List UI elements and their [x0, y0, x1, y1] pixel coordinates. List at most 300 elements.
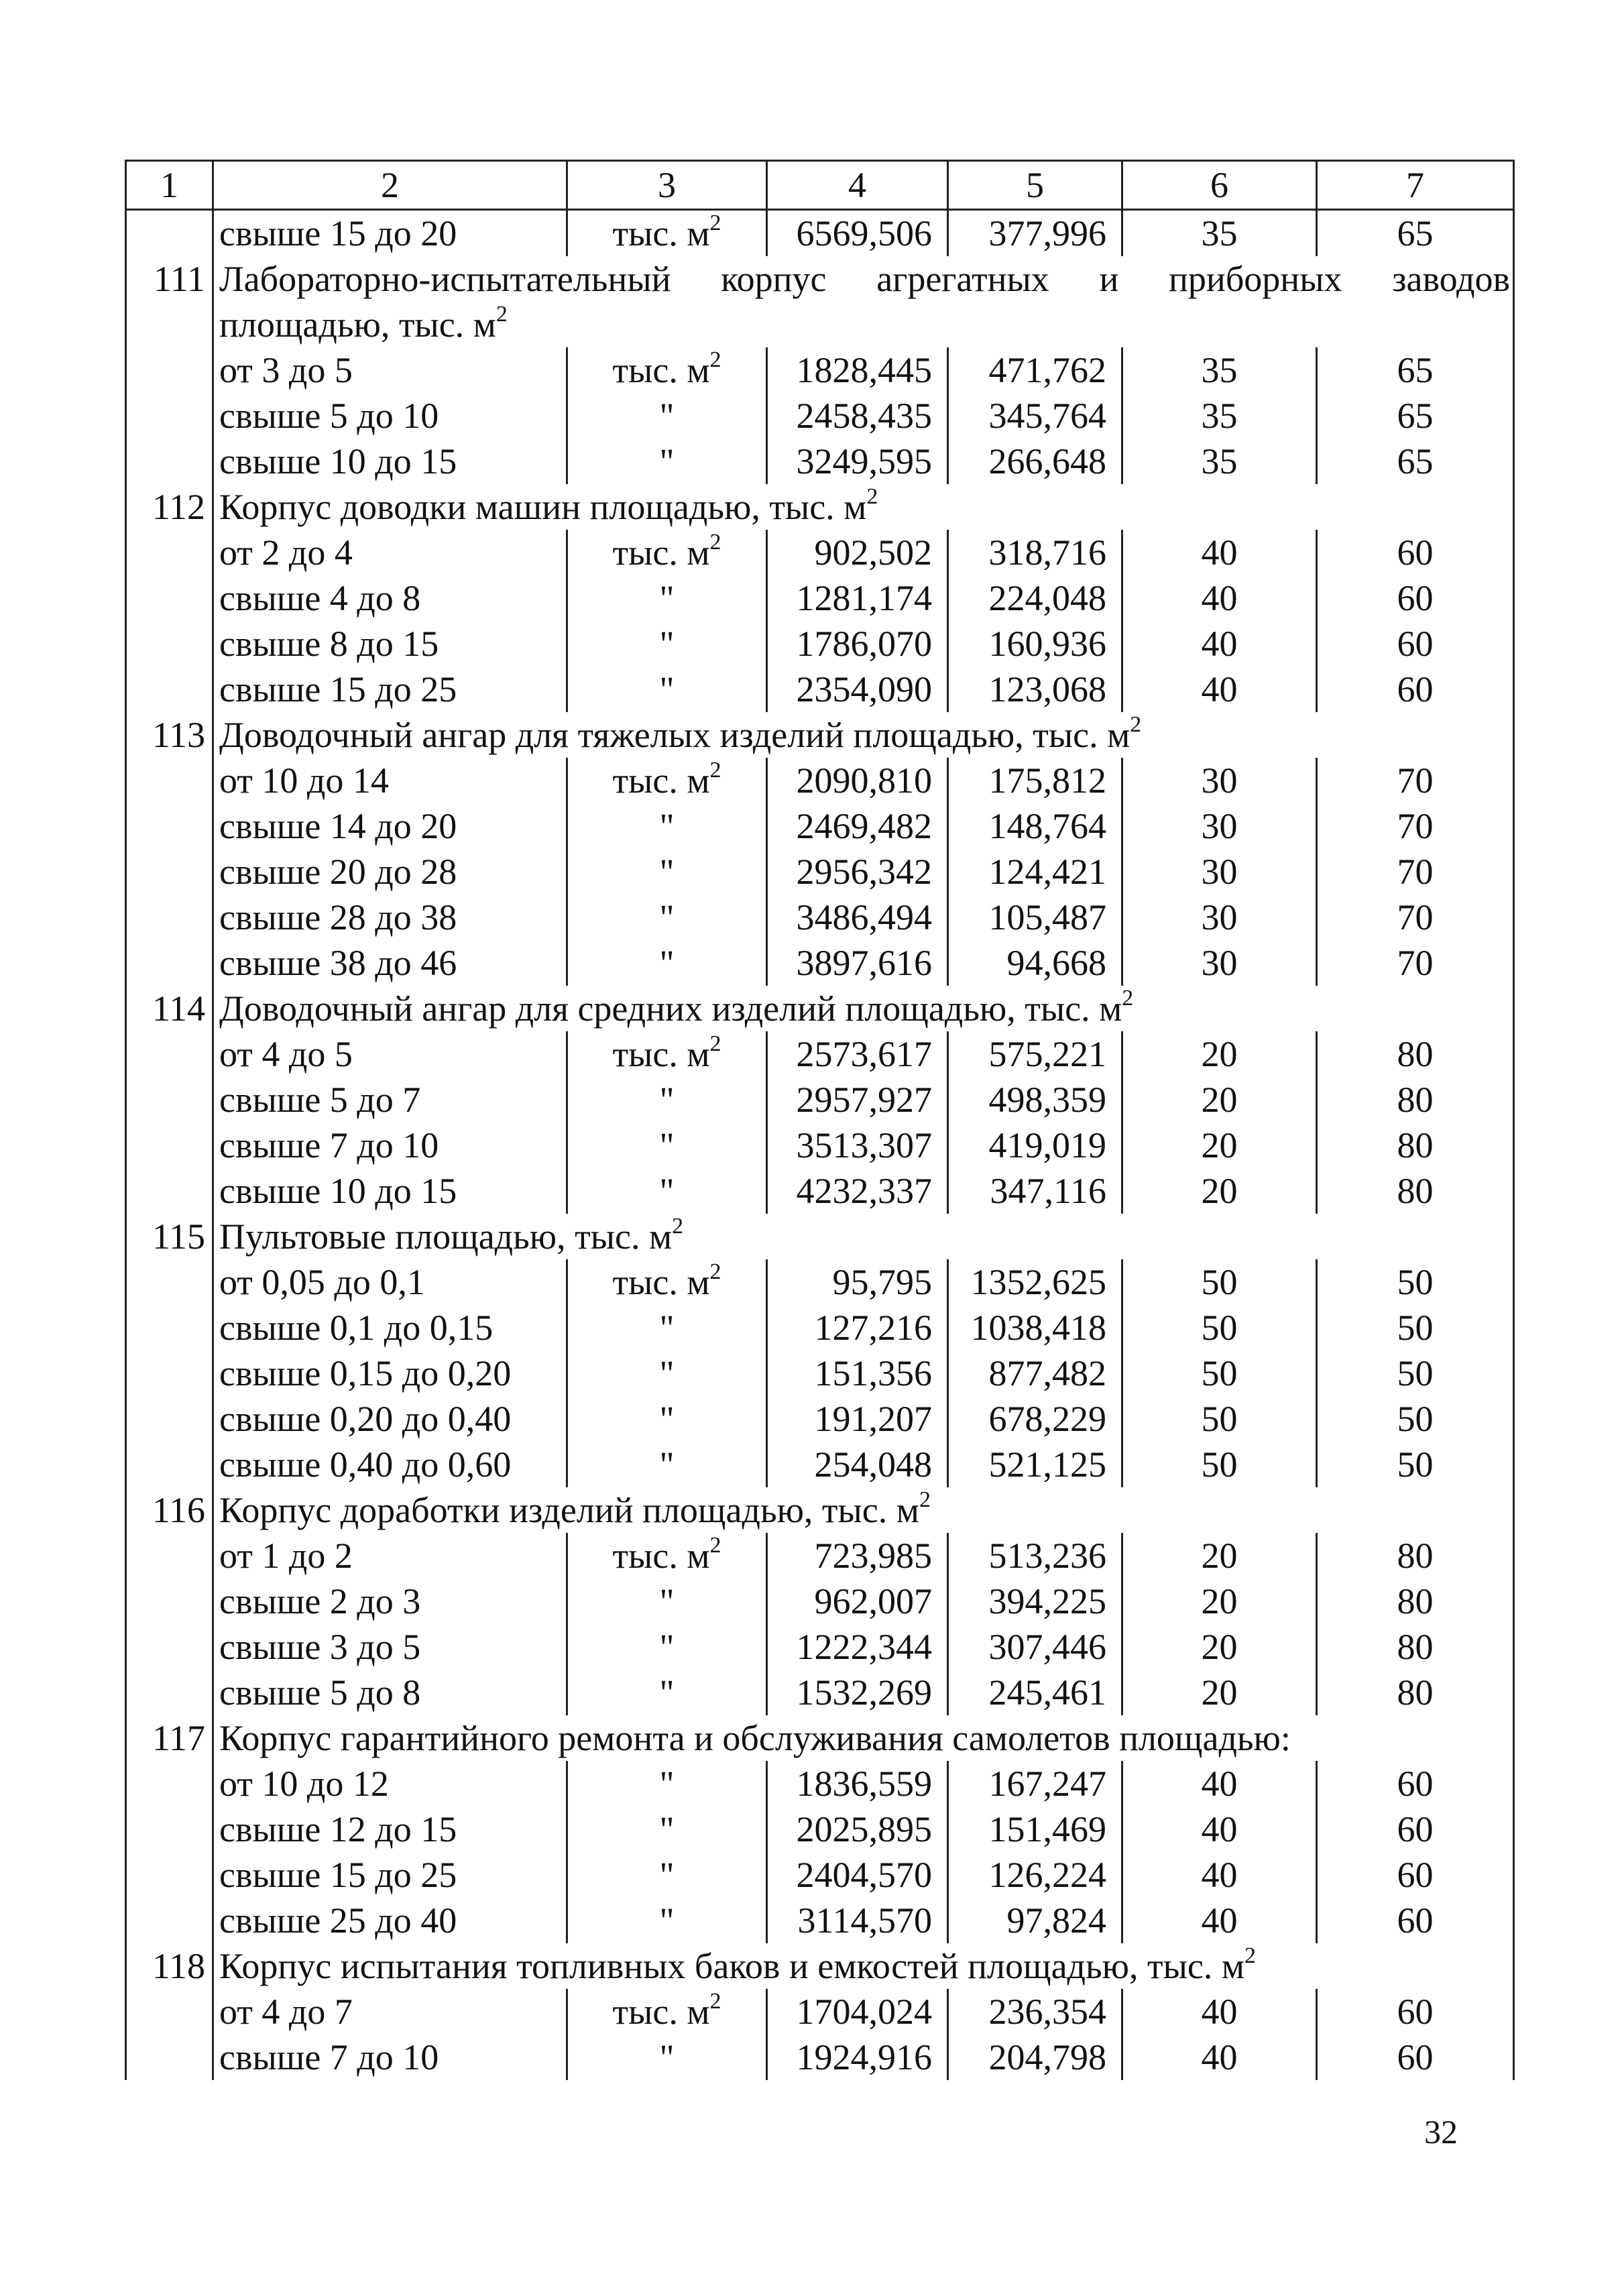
value-col5-text: 245,461: [988, 1672, 1106, 1713]
superscript-2: 2: [866, 484, 878, 509]
item-number: [126, 1259, 213, 1305]
value-col6: [1122, 1351, 1317, 1396]
value-col6-text: 35: [1201, 396, 1238, 436]
section-title-text: Пультовые площадью, тыс. м: [219, 1216, 673, 1257]
value-col7: [1317, 1259, 1514, 1305]
value-col7: [1317, 758, 1514, 803]
value-col4: [767, 1578, 948, 1624]
table-row: [126, 2034, 1514, 2080]
item-number-text: 114: [152, 988, 205, 1029]
value-col6-text: 40: [1201, 2037, 1238, 2077]
item-number: [126, 1533, 213, 1578]
item-number-text: 115: [152, 1216, 205, 1257]
range-cell-text: свыше 15 до 20: [219, 213, 457, 253]
value-col7: [1317, 575, 1514, 621]
value-col6: [1122, 621, 1317, 667]
item-number: [126, 1487, 213, 1533]
range-cell: [213, 1761, 567, 1806]
range-cell: [213, 667, 567, 712]
value-col7: [1317, 849, 1514, 895]
value-col4-text: 902,502: [814, 532, 932, 573]
item-number: [126, 758, 213, 803]
unit-cell: [567, 1761, 767, 1806]
value-col4-text: 191,207: [814, 1399, 932, 1439]
range-cell: [213, 439, 567, 484]
unit-cell: [567, 1578, 767, 1624]
value-col6-text: 20: [1201, 1581, 1238, 1621]
unit-cell: [567, 393, 767, 439]
range-cell: [213, 1806, 567, 1852]
value-col5-text: 394,225: [988, 1581, 1106, 1621]
value-col5-text: 148,764: [988, 806, 1106, 846]
value-col7: [1317, 530, 1514, 575]
range-cell-text: от 10 до 12: [219, 1764, 389, 1804]
value-col6-text: 35: [1201, 213, 1238, 253]
table-row: [126, 1761, 1514, 1806]
unit-cell: [567, 1624, 767, 1670]
unit-cell: [567, 347, 767, 393]
range-cell-text: от 1 до 2: [219, 1536, 353, 1576]
value-col5: [948, 1442, 1122, 1487]
value-col6: [1122, 940, 1317, 986]
value-col7-text: 50: [1397, 1399, 1434, 1439]
unit-cell-text: ": [659, 1080, 675, 1120]
section-title: [213, 302, 1514, 347]
range-cell-text: свыше 7 до 10: [219, 2037, 439, 2077]
value-col5: [948, 1305, 1122, 1351]
item-number: [126, 1670, 213, 1715]
value-col7-text: 80: [1397, 1034, 1434, 1074]
unit-cell: [567, 2034, 767, 2080]
page-sheet: [125, 160, 1513, 2077]
value-col7-text: 70: [1397, 897, 1434, 937]
section-title-text: площадью, тыс. м: [219, 304, 496, 345]
value-col7-text: 80: [1397, 1627, 1434, 1667]
value-col4-text: 2469,482: [796, 806, 932, 846]
superscript-2: 2: [709, 1259, 721, 1284]
value-col4: [767, 1442, 948, 1487]
value-col7: [1317, 1077, 1514, 1123]
value-col7: [1317, 1533, 1514, 1578]
unit-cell: [567, 849, 767, 895]
table-row: [126, 393, 1514, 439]
unit-cell-text: ": [659, 396, 675, 436]
range-cell: [213, 849, 567, 895]
value-col4: [767, 895, 948, 940]
superscript-2: 2: [709, 758, 721, 783]
value-col6-text: 40: [1201, 1764, 1238, 1804]
value-col4-text: 2956,342: [796, 852, 932, 892]
value-col5: [948, 1761, 1122, 1806]
item-number: [126, 1624, 213, 1670]
superscript-2: 2: [919, 1487, 931, 1512]
header-cell: 5: [948, 161, 1122, 210]
value-col6: [1122, 758, 1317, 803]
value-col7: [1317, 1396, 1514, 1442]
value-col5: [948, 895, 1122, 940]
unit-cell-text: ": [659, 2037, 675, 2077]
unit-cell-text: тыс. м: [612, 1992, 710, 2032]
value-col6-text: 40: [1201, 578, 1238, 618]
range-cell: [213, 621, 567, 667]
item-number: [126, 1806, 213, 1852]
value-col6-text: 20: [1201, 1034, 1238, 1074]
value-col4-text: 3114,570: [797, 1900, 932, 1941]
value-col4-text: 1828,445: [796, 350, 932, 390]
header-cell: 1: [126, 161, 213, 210]
unit-cell-text: ": [659, 943, 675, 983]
value-col7: [1317, 347, 1514, 393]
section-title-text: Корпус доводки машин площадью, тыс. м: [219, 487, 867, 527]
item-number: [126, 1351, 213, 1396]
value-col5: [948, 1123, 1122, 1168]
item-number: [126, 393, 213, 439]
section-title: [213, 484, 1514, 530]
value-col5: [948, 758, 1122, 803]
range-cell: [213, 1031, 567, 1077]
value-col7: [1317, 940, 1514, 986]
range-cell-text: свыше 4 до 8: [219, 578, 421, 618]
unit-cell: [567, 439, 767, 484]
unit-cell-text: ": [659, 1444, 675, 1485]
table-row: [126, 1898, 1514, 1943]
value-col6: [1122, 347, 1317, 393]
unit-cell: [567, 1898, 767, 1943]
value-col7-text: 60: [1397, 1764, 1434, 1804]
value-col6: [1122, 1806, 1317, 1852]
value-col5-text: 266,648: [988, 441, 1106, 481]
value-col5-text: 124,421: [988, 852, 1106, 892]
range-cell-text: от 3 до 5: [219, 350, 353, 390]
item-number: [126, 1077, 213, 1123]
unit-cell-text: ": [659, 624, 675, 664]
value-col5: [948, 439, 1122, 484]
range-cell-text: свыше 20 до 28: [219, 852, 457, 892]
section-title: [213, 1715, 1514, 1761]
value-col5-text: 678,229: [988, 1399, 1106, 1439]
value-col5: [948, 575, 1122, 621]
value-col4: [767, 803, 948, 849]
item-number: [126, 621, 213, 667]
cost-table: [125, 160, 1515, 2080]
value-col7-text: 65: [1397, 350, 1434, 390]
value-col4-text: 2573,617: [796, 1034, 932, 1074]
unit-cell: [567, 575, 767, 621]
section-title: [213, 986, 1514, 1031]
value-col7-text: 70: [1397, 852, 1434, 892]
table-row: [126, 1305, 1514, 1351]
value-col4-text: 2090,810: [796, 760, 932, 801]
range-cell-text: свыше 12 до 15: [219, 1809, 457, 1849]
value-col5: [948, 849, 1122, 895]
value-col4: [767, 1533, 948, 1578]
value-col5-text: 513,236: [988, 1536, 1106, 1576]
range-cell: [213, 895, 567, 940]
value-col4: [767, 1031, 948, 1077]
value-col5-text: 1038,418: [970, 1308, 1106, 1348]
range-cell-text: свыше 14 до 20: [219, 806, 457, 846]
value-col6: [1122, 1533, 1317, 1578]
value-col7: [1317, 1351, 1514, 1396]
item-number: [126, 1031, 213, 1077]
value-col7: [1317, 1578, 1514, 1624]
value-col6-text: 40: [1201, 532, 1238, 573]
section-title-row: [126, 712, 1514, 758]
item-number: [126, 530, 213, 575]
value-col4: [767, 621, 948, 667]
value-col7: [1317, 1031, 1514, 1077]
unit-cell-text: ": [659, 1171, 675, 1211]
unit-cell-text: тыс. м: [612, 350, 710, 390]
item-number: [126, 575, 213, 621]
table-row: [126, 1077, 1514, 1123]
value-col6-text: 35: [1201, 350, 1238, 390]
value-col5-text: 224,048: [988, 578, 1106, 618]
value-col7-text: 60: [1397, 1809, 1434, 1849]
unit-cell-text: тыс. м: [612, 1034, 710, 1074]
value-col5-text: 347,116: [990, 1171, 1106, 1211]
superscript-2: 2: [1130, 712, 1142, 737]
range-cell-text: свыше 0,40 до 0,60: [219, 1444, 512, 1485]
value-col5: [948, 530, 1122, 575]
value-col6: [1122, 1442, 1317, 1487]
value-col4: [767, 1989, 948, 2034]
unit-cell: [567, 1123, 767, 1168]
section-title-row: [126, 484, 1514, 530]
value-col7-text: 70: [1397, 760, 1434, 801]
value-col7-text: 80: [1397, 1171, 1434, 1211]
unit-cell: [567, 1396, 767, 1442]
item-number: [126, 1761, 213, 1806]
table-row: [126, 1396, 1514, 1442]
superscript-2: 2: [672, 1214, 684, 1239]
value-col6-text: 50: [1201, 1353, 1238, 1393]
range-cell: [213, 1259, 567, 1305]
section-title-row: [126, 1487, 1514, 1533]
value-col4: [767, 1852, 948, 1898]
item-number-text: 113: [152, 715, 205, 755]
value-col5: [948, 1533, 1122, 1578]
value-col4: [767, 1123, 948, 1168]
section-title-text: Корпус испытания топливных баков и емкостей площадью, тыс. м: [219, 1946, 1245, 1986]
value-col7: [1317, 1670, 1514, 1715]
unit-cell: [567, 1989, 767, 2034]
value-col7-text: 80: [1397, 1672, 1434, 1713]
unit-cell-text: ": [659, 669, 675, 709]
item-number: [126, 1943, 213, 1989]
item-number: [126, 302, 213, 347]
value-col6-text: 30: [1201, 897, 1238, 937]
value-col5: [948, 1898, 1122, 1943]
value-col7: [1317, 2034, 1514, 2080]
value-col6: [1122, 1031, 1317, 1077]
table-row: [126, 1123, 1514, 1168]
header-cell: 6: [1122, 161, 1317, 210]
range-cell: [213, 758, 567, 803]
range-cell-text: свыше 5 до 8: [219, 1672, 421, 1713]
range-cell: [213, 530, 567, 575]
range-cell: [213, 1168, 567, 1214]
item-number: [126, 1442, 213, 1487]
item-number: [126, 1168, 213, 1214]
value-col7: [1317, 439, 1514, 484]
value-col5: [948, 940, 1122, 986]
range-cell-text: свыше 10 до 15: [219, 441, 457, 481]
value-col4-text: 1222,344: [796, 1627, 932, 1667]
value-col7-text: 70: [1397, 806, 1434, 846]
value-col6-text: 50: [1201, 1262, 1238, 1302]
unit-cell: [567, 667, 767, 712]
range-cell: [213, 210, 567, 257]
value-col4: [767, 1077, 948, 1123]
value-col6: [1122, 439, 1317, 484]
value-col4: [767, 393, 948, 439]
superscript-2: 2: [709, 211, 721, 235]
value-col7-text: 65: [1397, 396, 1434, 436]
range-cell: [213, 347, 567, 393]
unit-cell-text: ": [659, 1672, 675, 1713]
value-col6-text: 40: [1201, 1855, 1238, 1895]
table-row: [126, 1168, 1514, 1214]
value-col5: [948, 1396, 1122, 1442]
value-col7: [1317, 1442, 1514, 1487]
section-title-row: [126, 1943, 1514, 1989]
section-title-text: Доводочный ангар для тяжелых изделий площадью, тыс. м: [219, 715, 1130, 755]
header-cell: 2: [213, 161, 567, 210]
unit-cell: [567, 1806, 767, 1852]
unit-cell: [567, 621, 767, 667]
header-row: [126, 161, 1514, 210]
value-col6: [1122, 1123, 1317, 1168]
value-col6: [1122, 1852, 1317, 1898]
range-cell: [213, 1852, 567, 1898]
value-col7: [1317, 210, 1514, 257]
value-col7: [1317, 1898, 1514, 1943]
value-col5: [948, 1259, 1122, 1305]
value-col6: [1122, 1761, 1317, 1806]
value-col7-text: 60: [1397, 1992, 1434, 2032]
table-row: [126, 1259, 1514, 1305]
table-row: [126, 1351, 1514, 1396]
value-col4: [767, 1806, 948, 1852]
value-col6: [1122, 667, 1317, 712]
value-col7: [1317, 1806, 1514, 1852]
section-title-text: Доводочный ангар для средних изделий площадью, тыс. м: [219, 988, 1122, 1029]
item-number: [126, 667, 213, 712]
item-number: [126, 1396, 213, 1442]
table-row: [126, 940, 1514, 986]
value-col4: [767, 530, 948, 575]
section-title: [213, 1943, 1514, 1989]
value-col7-text: 80: [1397, 1125, 1434, 1165]
value-col7: [1317, 667, 1514, 712]
value-col4-text: 1281,174: [796, 578, 932, 618]
table-row: [126, 1031, 1514, 1077]
value-col6-text: 20: [1201, 1125, 1238, 1165]
value-col6: [1122, 1077, 1317, 1123]
header-cell: 7: [1317, 161, 1514, 210]
range-cell: [213, 1442, 567, 1487]
table-row: [126, 1533, 1514, 1578]
value-col7-text: 80: [1397, 1581, 1434, 1621]
table-row: [126, 1852, 1514, 1898]
unit-cell: [567, 1031, 767, 1077]
range-cell: [213, 1123, 567, 1168]
value-col7: [1317, 1168, 1514, 1214]
value-col7-text: 70: [1397, 943, 1434, 983]
unit-cell: [567, 758, 767, 803]
table-row: [126, 667, 1514, 712]
unit-cell: [567, 1077, 767, 1123]
table-row: [126, 347, 1514, 393]
value-col4-text: 4232,337: [796, 1171, 932, 1211]
value-col4: [767, 758, 948, 803]
value-col6: [1122, 1259, 1317, 1305]
value-col4: [767, 1670, 948, 1715]
range-cell: [213, 575, 567, 621]
value-col4: [767, 1305, 948, 1351]
unit-cell: [567, 1670, 767, 1715]
value-col5-text: 105,487: [988, 897, 1106, 937]
unit-cell: [567, 803, 767, 849]
value-col5: [948, 347, 1122, 393]
item-number: [126, 256, 213, 302]
item-number: [126, 1578, 213, 1624]
table-row: [126, 1624, 1514, 1670]
value-col5: [948, 393, 1122, 439]
value-col4-text: 1786,070: [796, 624, 932, 664]
item-number-text: 111: [154, 259, 205, 299]
value-col4: [767, 210, 948, 257]
unit-cell-text: ": [659, 1855, 675, 1895]
unit-cell-text: ": [659, 1353, 675, 1393]
unit-cell: [567, 210, 767, 257]
value-col5: [948, 1351, 1122, 1396]
value-col5: [948, 1670, 1122, 1715]
value-col4-text: 1924,916: [796, 2037, 932, 2077]
section-title-row: [126, 986, 1514, 1031]
value-col4-text: 3249,595: [796, 441, 932, 481]
range-cell-text: свыше 2 до 3: [219, 1581, 421, 1621]
value-col7-text: 60: [1397, 624, 1434, 664]
range-cell-text: свыше 38 до 46: [219, 943, 457, 983]
value-col5-text: 94,668: [1006, 943, 1106, 983]
item-number: [126, 1852, 213, 1898]
unit-cell-text: ": [659, 806, 675, 846]
item-number: [126, 347, 213, 393]
value-col5: [948, 1989, 1122, 2034]
unit-cell-text: тыс. м: [612, 760, 710, 801]
value-col7: [1317, 1989, 1514, 2034]
value-col6-text: 40: [1201, 1992, 1238, 2032]
value-col5: [948, 1624, 1122, 1670]
value-col4: [767, 849, 948, 895]
value-col4-text: 151,356: [814, 1353, 932, 1393]
unit-cell-text: ": [659, 1399, 675, 1439]
value-col5: [948, 2034, 1122, 2080]
value-col7-text: 50: [1397, 1262, 1434, 1302]
range-cell-text: от 2 до 4: [219, 532, 353, 573]
value-col7-text: 50: [1397, 1308, 1434, 1348]
unit-cell-text: ": [659, 1125, 675, 1165]
value-col7: [1317, 1761, 1514, 1806]
range-cell-text: свыше 5 до 10: [219, 396, 439, 436]
header-cell: 3: [567, 161, 767, 210]
value-col6: [1122, 1898, 1317, 1943]
value-col4: [767, 439, 948, 484]
value-col5: [948, 621, 1122, 667]
value-col4: [767, 1761, 948, 1806]
